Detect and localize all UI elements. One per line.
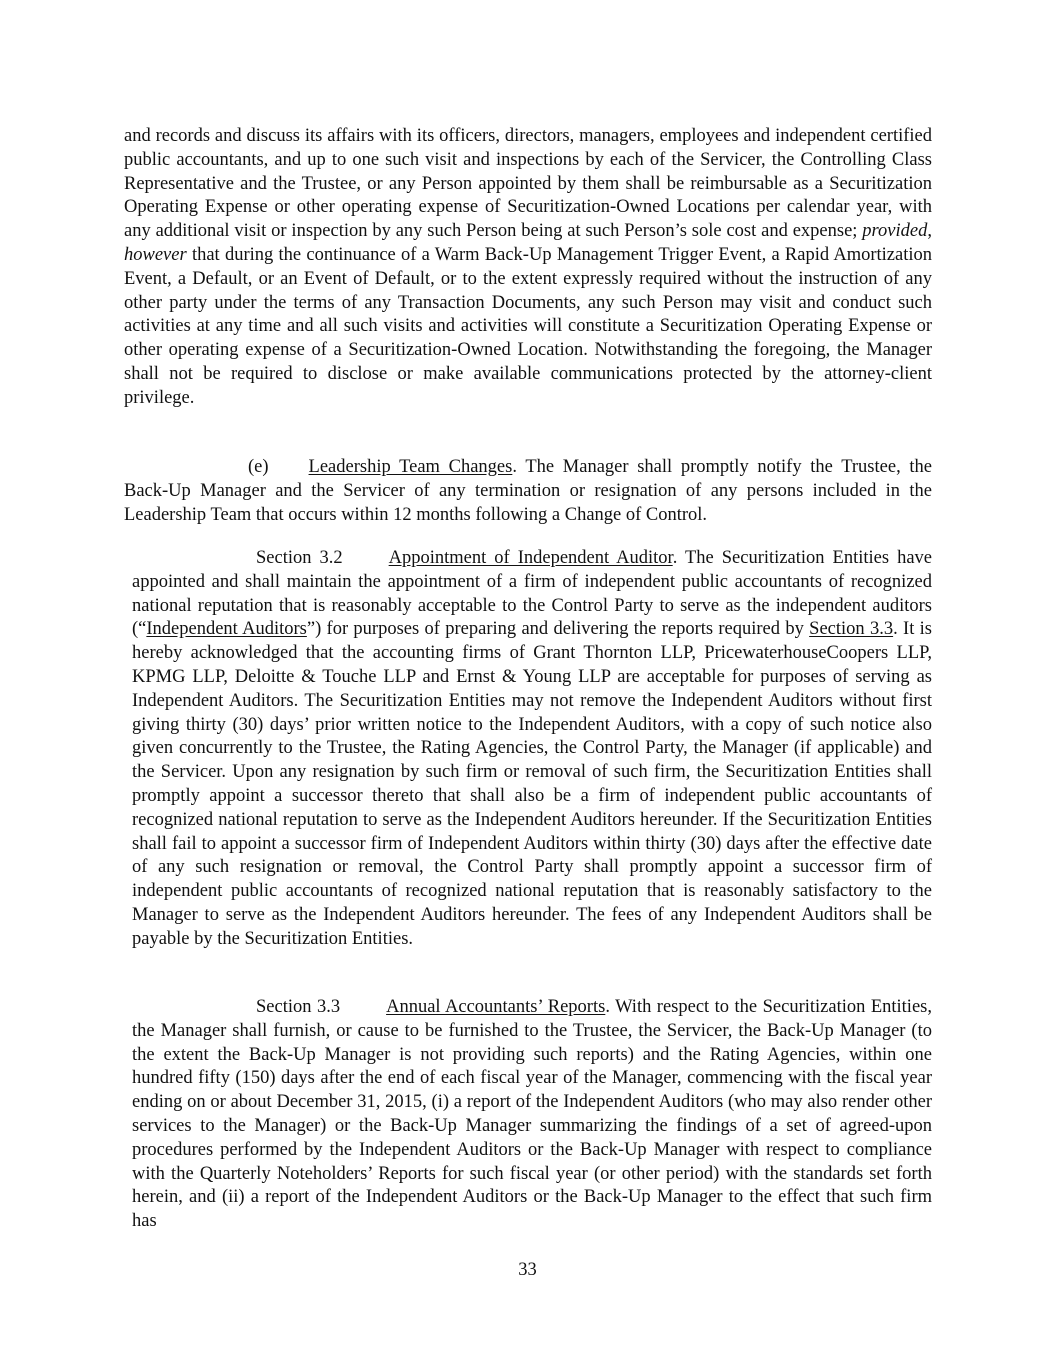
- paragraph-text: and records and discuss its affairs with its officers, directors, managers, employees and independent certified public accountants, and up to one such visit and inspections by each of the Servicer, the Controlling Class Representative and the Trustee, or any Person appointed by them shall be reimbursable as a Securitization Operating Expense or other operating expense of Securitization-Owned Locations per calendar year, with any additional visit or inspection by any such Person being at such Person’s sole cost and expense;: [124, 126, 932, 242]
- paragraph-text: . It is hereby acknowledged that the accounting firms of Grant Thornton LLP, PricewaterhouseCoopers LLP, KPMG LLP, Deloitte & Touche LLP and Ernst & Young LLP are acceptable for purposes of serving as Independent Auditors. The Securitization Entities may not remove the Independent Auditors without first giving thirty (30) days’ prior written notice to the Independent Auditors, with a copy of such notice also given concurrently to the Trustee, the Rating Agencies, the Control Party, the Manager (if applicable) and the Servicer. Upon any resignation by such firm or removal of such firm, the Securitization Entities shall promptly appoint a successor thereto that shall also be a firm of independent public accountants of recognized national reputation to serve as the Independent Auditors hereunder. If the Securitization Entities shall fail to appoint a successor firm of Independent Auditors within thirty (30) days after the effective date of any such resignation or removal, the Control Party shall promptly appoint a successor firm of independent public accountants of recognized national reputation that is reasonably satisfactory to the Manager to serve as the Independent Auditors hereunder. The fees of any Independent Auditors shall be payable by the Securitization Entities.: [132, 619, 932, 949]
- italic-however: however: [124, 244, 187, 265]
- paragraph-text: that during the continuance of a Warm Back-Up Management Trigger Event, a Rapid Amortization Event, a Default, or an Event of Default, or to the extent expressly required without the instruction of any other party under the terms of any Transaction Documents, any such Person may visit and conduct such activities at any time and all such visits and activities will constitute a Securitization Operating Expense or other operating expense of a Securitization-Owned Location. Notwithstanding the foregoing, the Manager shall not be required to disclose or make available communications protected by the attorney-client privilege.: [124, 244, 932, 408]
- clause-heading: Leadership Team Changes: [308, 457, 513, 477]
- section-heading: Annual Accountants’ Reports: [386, 997, 606, 1017]
- comma: ,: [927, 221, 932, 242]
- section-heading: Appointment of Independent Auditor: [388, 548, 673, 568]
- section-number: Section 3.2: [256, 548, 343, 568]
- clause-label: (e): [248, 457, 269, 477]
- paragraph-text: . With respect to the Securitization Entities, the Manager shall furnish, or cause to be furnished to the Trustee, the Servicer, the Back-Up Manager (to the extent the Back-Up Manager is not providing such reports) and the Rating Agencies, within one hundred fifty (150) days after the end of each fiscal year of the Manager, commencing with the fiscal year ending on or about December 31, 2015, (i) a report of the Independent Auditors (who may also render other services to the Manager) or the Back-Up Manager summarizing the findings of a set of agreed-upon procedures performed by the Independent Auditors or the Back-Up Manager with respect to compliance with the Quarterly Noteholders’ Reports for such fiscal year (or other period) with the standards set forth herein, and (ii) a report of the Independent Auditors or the Back-Up Manager to the effect that such firm has: [132, 997, 932, 1232]
- section-3-2: [132, 547, 932, 952]
- paragraph-text: . The Securitization Entities have appointed and shall maintain the appointment of a firm of independent public accountants of recognized national reputation that is reasonably acceptable to the Control Party to serve as the independent auditors (“: [132, 548, 932, 640]
- defined-term: Independent Auditors: [146, 619, 307, 640]
- paragraph-inspection-rights: [124, 125, 932, 411]
- section-3-3: [132, 996, 932, 1234]
- italic-provided: provided: [862, 221, 928, 242]
- section-number: Section 3.3: [256, 997, 341, 1017]
- paragraph-text: ”) for purposes of preparing and delivering the reports required by: [306, 619, 810, 640]
- paragraph-leadership-team-changes: [124, 456, 932, 527]
- section-reference: Section 3.3: [809, 619, 894, 640]
- paragraph-text: . The Manager shall promptly notify the Trustee, the Back-Up Manager and the Servicer of any termination or resignation of any persons included in the Leadership Team that occurs within 12 months following a Change of Control.: [124, 457, 932, 525]
- page-number: 33: [518, 1260, 537, 1280]
